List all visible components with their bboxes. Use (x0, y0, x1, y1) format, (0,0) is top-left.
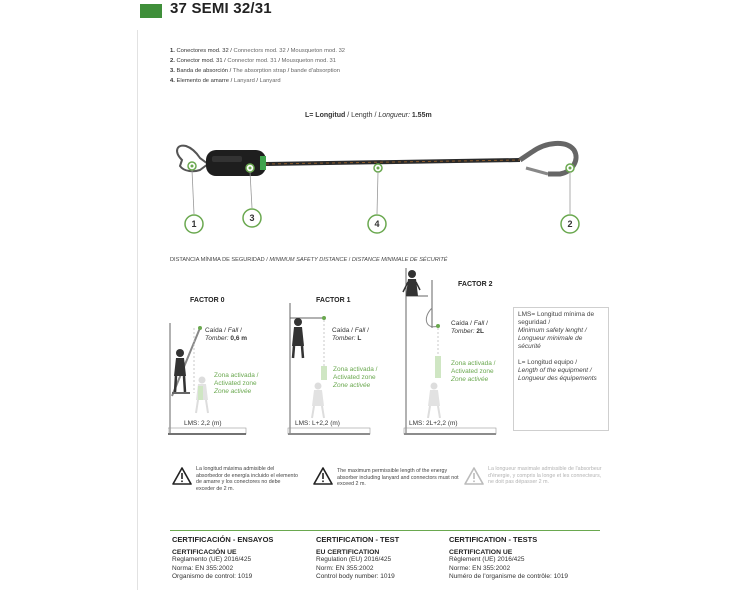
factor-1-fall: Caída / Fall / Tomber: L (332, 327, 369, 342)
warning-icon (172, 467, 192, 485)
callout-1: 1 (191, 219, 197, 229)
title-accent-bar (140, 4, 162, 18)
fall-factor-diagrams (168, 268, 513, 438)
certification-en: CERTIFICATION - TEST EU CERTIFICATION Regulation (EU) 2016/425 Norm: EN 355:2002 Control body number: 1019 (316, 535, 400, 580)
factor-0-zone: Zona activada / Activated zone Zone activée (214, 372, 259, 395)
connector-left-icon (177, 146, 208, 172)
certification-es: CERTIFICACIÓN - ENSAYOS CERTIFICACIÓN UE Reglamento (UE) 2016/425 Norma: EN 355:2002 Organismo de control: 1019 (172, 535, 274, 580)
factor-0-title: FACTOR 0 (190, 297, 225, 304)
warning-text-fr: La longueur maximale admissible de l'absorbeur d'énergie, y compris la longe et les connecteurs, ne doit pas dépasser 2 m. (488, 466, 602, 485)
warning-text-es: La longitud máxima admisible del absorbedor de energía incluido el elemento de amarre y los conectores no debe exceder de 2 m. (196, 466, 298, 492)
page-divider (137, 30, 138, 590)
factor-1-lms: LMS: L+2,2 (m) (295, 420, 340, 427)
callout-3: 3 (249, 213, 255, 223)
certification-fr: CERTIFICATION - TESTS CERTIFICATION UE Règlement (UE) 2016/425 Norme: EN 355:2002 Numéro de l'organisme de contrôle: 1019 (449, 535, 569, 580)
safety-distance-heading: DISTANCIA MÍNIMA DE SEGURIDAD / MINIMUM SAFETY DISTANCE / DISTANCE MINIMALE DE SÉCURITÉ (170, 257, 448, 263)
factor-2-zone: Zona activada / Activated zone Zone activée (451, 360, 496, 383)
factor-1-title: FACTOR 1 (316, 297, 351, 304)
length-label: L= Longitud / Length / Longueur: 1.55m (305, 112, 432, 119)
component-legend (170, 46, 345, 86)
factor-0-fall: Caída / Fall / Tomber: 0,6 m (205, 327, 248, 342)
warning-icon (313, 467, 333, 485)
legend-item-4: 4. Elemento de amarre / Lanyard / Lanyard (170, 78, 281, 84)
legend-item-1: 1. Conectores mod. 32 / Connectors mod. 32 / Mousqueton mod. 32 (170, 48, 346, 54)
factor-2-diagram (403, 268, 496, 434)
warning-icon (464, 467, 484, 485)
lms-definition-box: LMS= Longitud mínima de seguridad / Minimum safety lenght / Longueur minimale de sécurité L= Longitud equipo / Length of the equipment / Longueur des équipements (513, 307, 609, 431)
factor-0-lms: LMS: 2,2 (m) (184, 420, 222, 427)
certification-divider (170, 530, 600, 531)
factor-2-lms: LMS: 2L+2,2 (m) (409, 420, 458, 427)
factor-1-zone: Zona activada / Activated zone Zone activée (333, 366, 378, 389)
callout-2: 2 (567, 219, 573, 229)
callout-4: 4 (374, 219, 380, 229)
factor-2-title: FACTOR 2 (458, 281, 493, 288)
legend-item-3: 3. Banda de absorción / The absorption strap / bande d'absorption (170, 68, 340, 74)
absorber-pack-icon (206, 150, 266, 176)
warning-text-en: The maximum permissible length of the energy absorber including lanyard and connectors must not exceed 2 m. (337, 468, 459, 487)
page-title: 37 SEMI 32/31 (170, 0, 272, 17)
factor-2-fall: Caída / Fall / Tomber: 2L (451, 320, 488, 335)
connector-right-icon (520, 143, 576, 174)
legend-item-2: 2. Conector mod. 31 / Connector mod. 31 / Mousqueton mod. 31 (170, 58, 337, 64)
